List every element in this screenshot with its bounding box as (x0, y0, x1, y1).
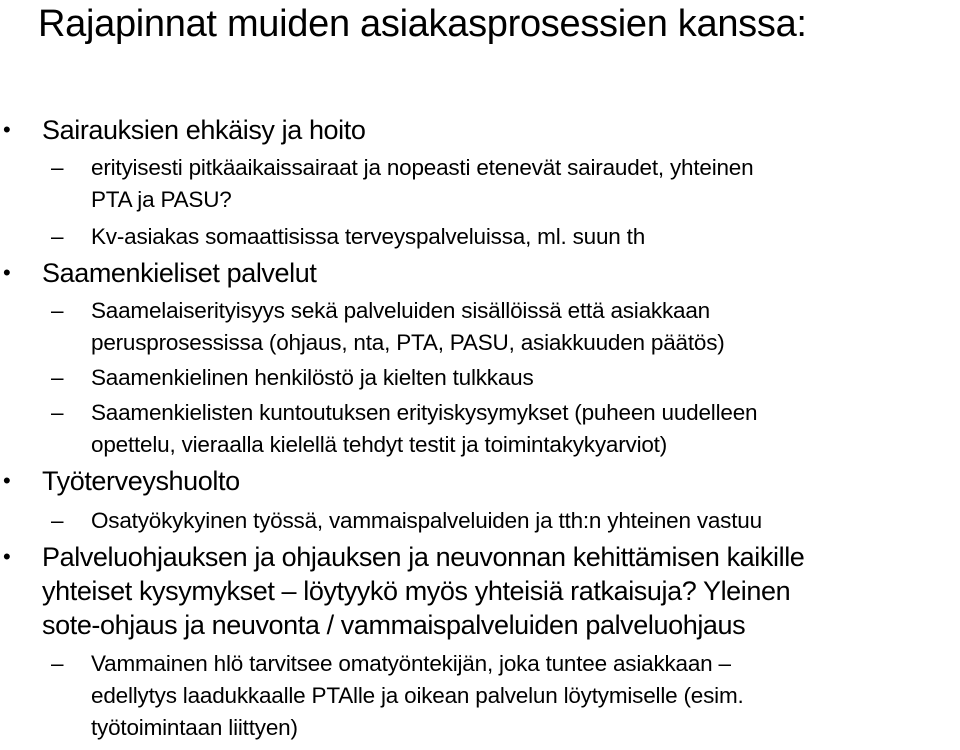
dash-marker: – (51, 224, 64, 249)
bullet-saamenkieliset-palvelut (0, 256, 960, 290)
slide-title: Rajapinnat muiden asiakasprosessien kanssa: (38, 3, 807, 45)
sub-bullet-pitkaaikaissairaat (0, 152, 960, 216)
sub-bullet-text: perusprosessissa (ohjaus, nta, PTA, PASU, asiakkuuden päätös) (91, 330, 725, 355)
dash-marker: – (51, 400, 64, 425)
sub-bullet-text: Osatyökykyinen työssä, vammaispalveluiden ja tth:n yhteinen vastuu (91, 508, 762, 533)
sub-bullet-text: PTA ja PASU? (91, 187, 232, 212)
dash-marker: – (51, 508, 64, 533)
dash-marker: – (51, 155, 64, 180)
sub-bullet-kuntoutuksen-erityiskysymykset (0, 397, 960, 461)
sub-bullet-kv-asiakas (0, 221, 960, 253)
bullet-marker: • (3, 544, 11, 569)
bullet-marker: • (3, 468, 11, 493)
bullet-text: Työterveyshuolto (42, 466, 240, 496)
bullet-palveluohjaus (0, 540, 960, 642)
bullet-text: yhteiset kysymykset – löytyykö myös yhteisiä ratkaisuja? Yleinen (42, 576, 791, 606)
sub-bullet-text: opettelu, vieraalla kielellä tehdyt testit ja toimintakykyarviot) (91, 432, 668, 457)
sub-bullet-saamenkielinen-henkilosto (0, 362, 960, 394)
bullet-sairauksien-ehkaisy (0, 113, 960, 147)
bullet-marker: • (3, 117, 11, 142)
sub-bullet-text: Kv-asiakas somaattisissa terveyspalveluissa, ml. suun th (91, 224, 646, 249)
dash-marker: – (51, 651, 64, 676)
sub-bullet-text: työtoimintaan liittyen) (91, 715, 298, 740)
bullet-text: Saamenkieliset palvelut (42, 258, 317, 288)
bullet-text: Palveluohjauksen ja ohjauksen ja neuvonnan kehittämisen kaikille (42, 542, 805, 572)
sub-bullet-text: erityisesti pitkäaikaissairaat ja nopeasti etenevät sairaudet, yhteinen (91, 155, 754, 180)
sub-bullet-saamelaiserityisyys (0, 295, 960, 359)
sub-bullet-text: edellytys laadukkaalle PTAlle ja oikean palvelun löytymiselle (esim. (91, 683, 744, 708)
sub-bullet-osatyokykyinen (0, 505, 960, 537)
sub-bullet-text: Saamelaiserityisyys sekä palveluiden sisällöissä että asiakkaan (91, 298, 710, 323)
sub-bullet-text: Saamenkielisten kuntoutuksen erityiskysymykset (puheen uudelleen (91, 400, 758, 425)
sub-bullet-text: Vammainen hlö tarvitsee omatyöntekijän, joka tuntee asiakkaan – (91, 651, 731, 676)
sub-bullet-vammainen-hlo (0, 648, 960, 744)
dash-marker: – (51, 365, 64, 390)
bullet-marker: • (3, 260, 11, 285)
slide-content (0, 113, 960, 744)
sub-bullet-text: Saamenkielinen henkilöstö ja kielten tulkkaus (91, 365, 534, 390)
dash-marker: – (51, 298, 64, 323)
bullet-text: Sairauksien ehkäisy ja hoito (42, 115, 366, 145)
bullet-tyoterveyshuolto (0, 464, 960, 498)
bullet-text: sote-ohjaus ja neuvonta / vammaispalveluiden palveluohjaus (42, 610, 746, 640)
